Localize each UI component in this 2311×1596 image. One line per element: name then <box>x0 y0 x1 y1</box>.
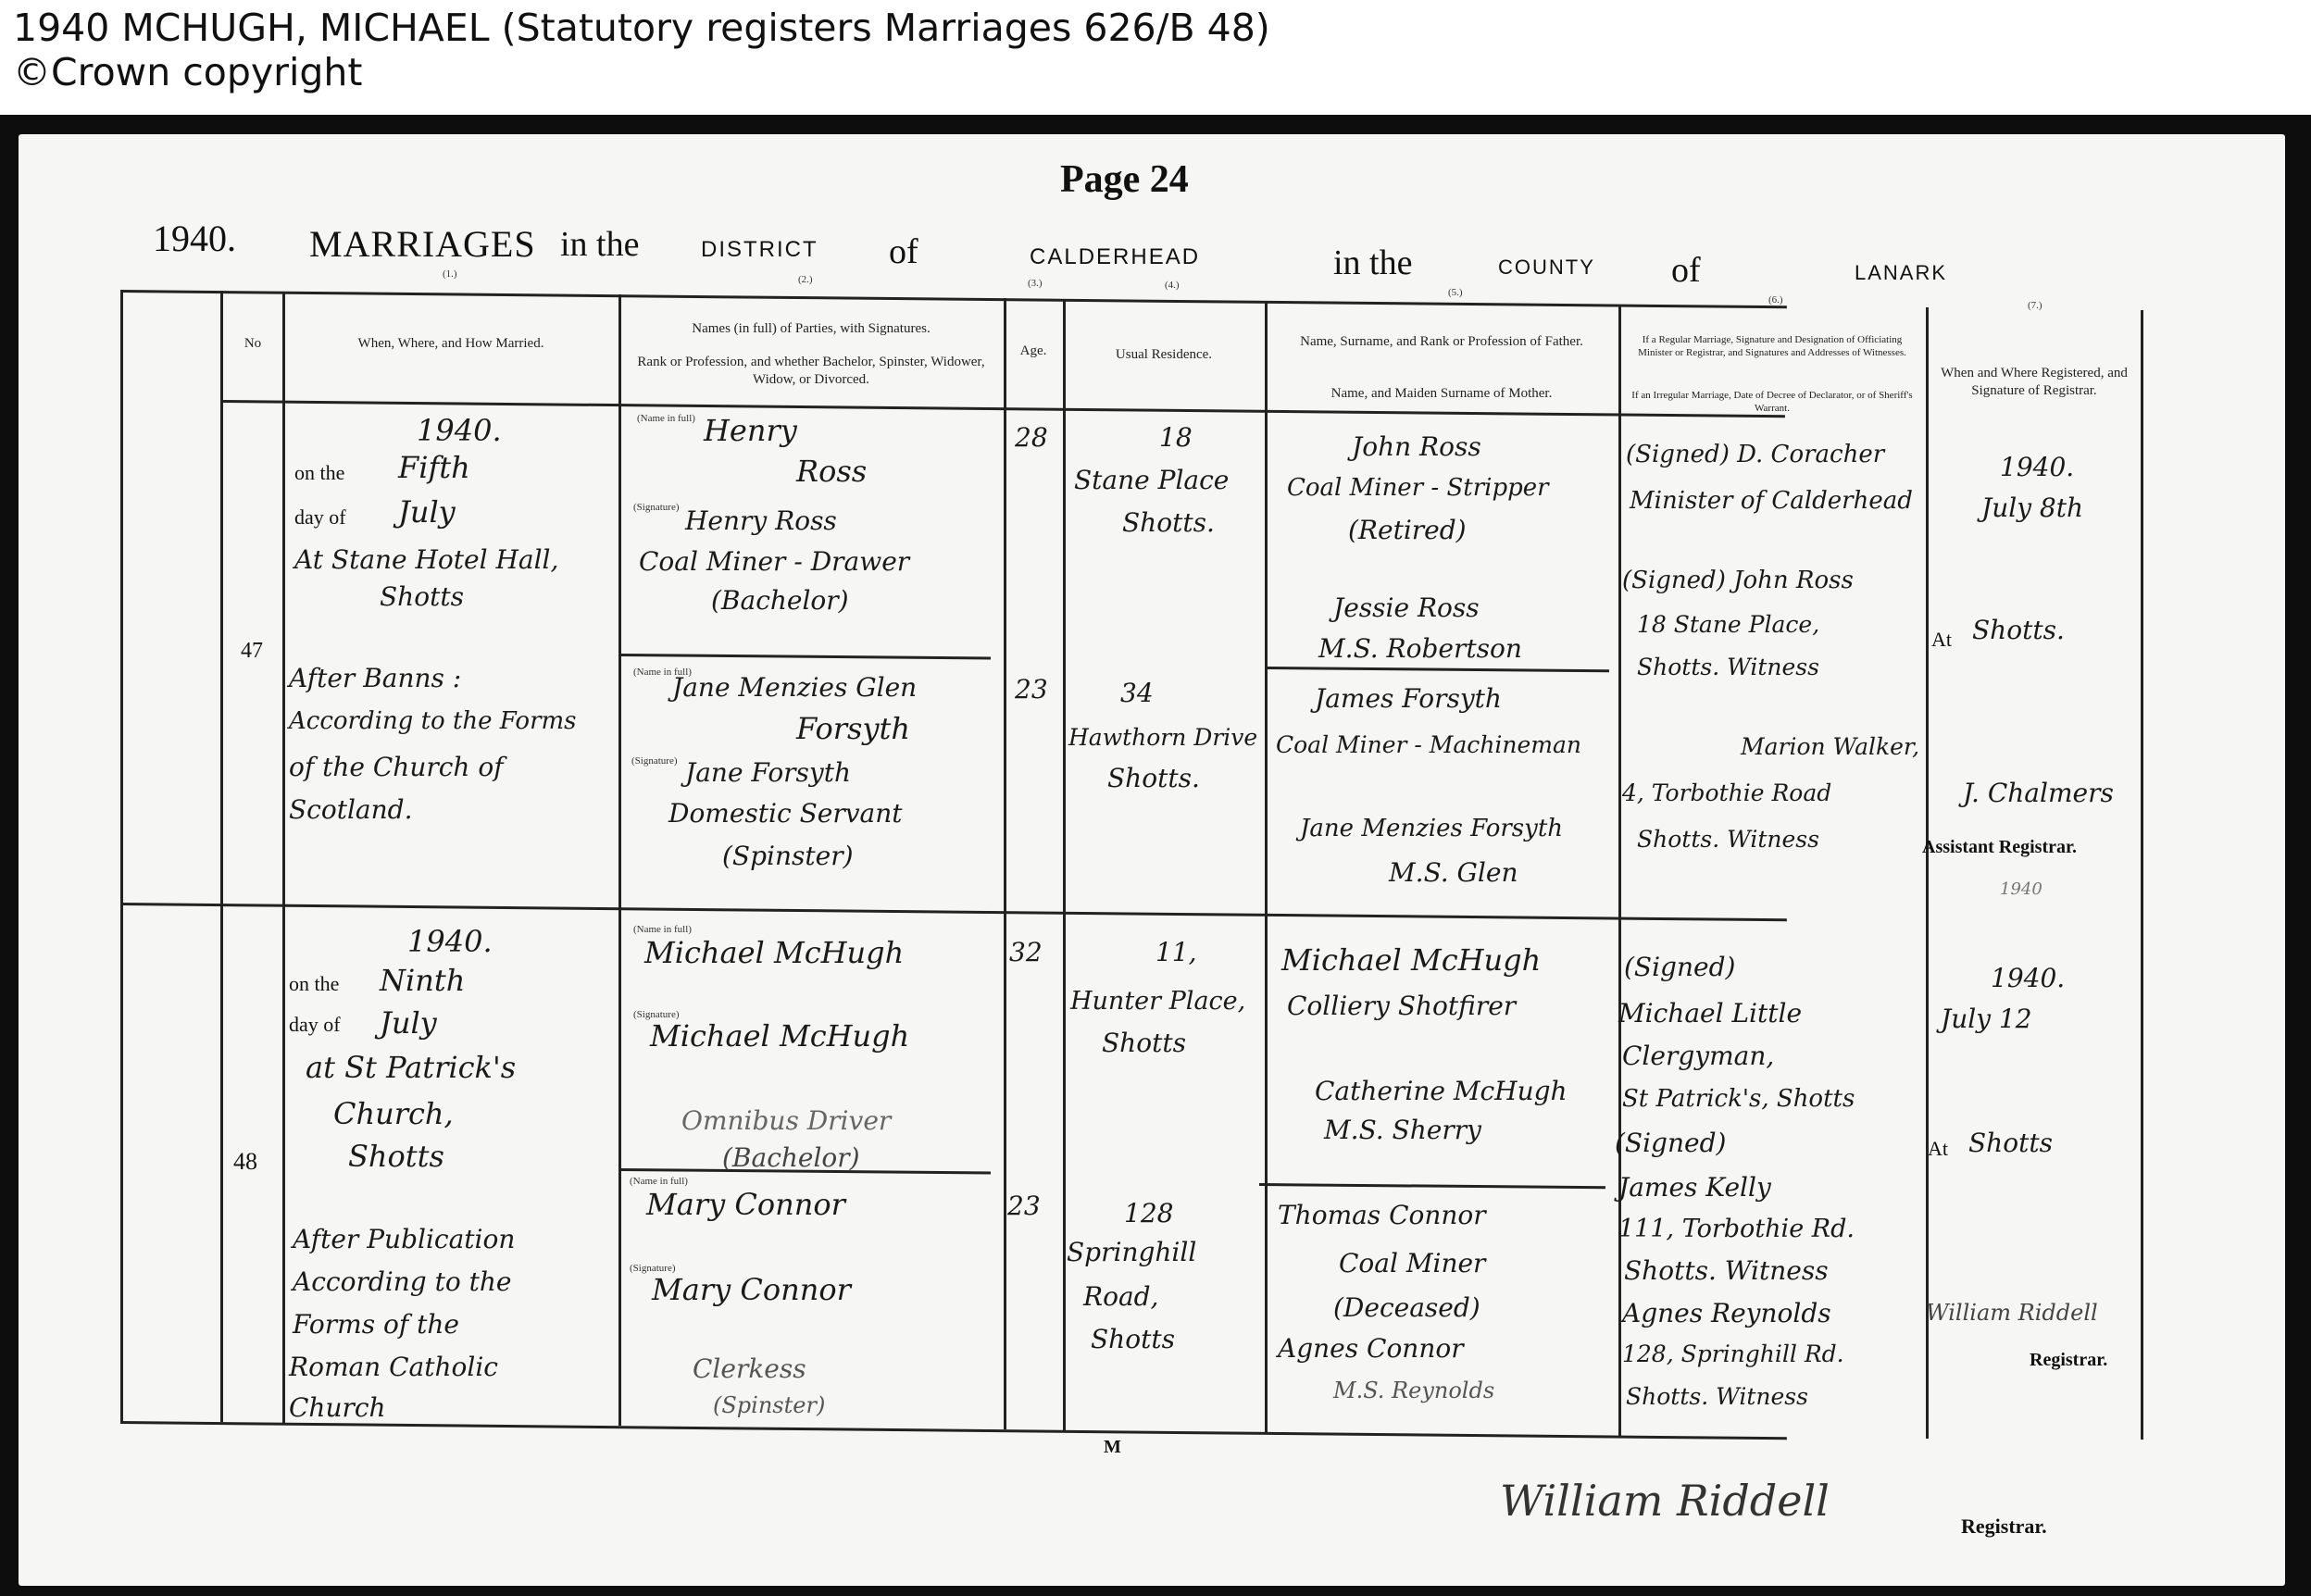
entry-48-at-label: At <box>1928 1137 1948 1160</box>
entry-48-bride-occupation: Clerkess <box>693 1353 806 1384</box>
marriages-heading: MARRIAGES <box>309 223 536 265</box>
entry-47-bride-status: (Spinster) <box>722 841 854 871</box>
entry-48-day-of-label: day of <box>289 1013 341 1036</box>
entry-48-reg-place: Shotts <box>1968 1128 2053 1158</box>
entry-48-how-3: Forms of the <box>293 1309 459 1340</box>
entry-48-groom-occupation: Omnibus Driver <box>681 1105 892 1136</box>
entry-47-minister-1: (Signed) D. Coracher <box>1626 441 1885 468</box>
entry-48-groom-age: 32 <box>1009 937 1043 967</box>
entry-47-year: 1940. <box>417 413 502 448</box>
entry-47-witness1-1: (Signed) John Ross <box>1622 567 1854 594</box>
col-header-age: Age. <box>1019 343 1047 358</box>
entry-47-groom-age: 28 <box>1015 422 1048 453</box>
entry-47-day: Fifth <box>398 450 470 485</box>
col-header-names-bottom: Rank or Profession, and whether Bachelor, Spinster, Widower, Widow, or Divorced. <box>637 355 985 387</box>
record-title: 1940 MCHUGH, MICHAEL (Statutory registers Marriages 626/B 48) <box>13 6 1270 50</box>
in-the-label-1: in the <box>560 225 640 264</box>
entry-48-witness1-3: 111, Torbothie Rd. <box>1618 1215 1855 1243</box>
entry-47-groom-signature: Henry Ross <box>685 505 837 536</box>
col-num-7: (7.) <box>2028 300 2042 311</box>
entry-47-bride-age: 23 <box>1015 674 1048 704</box>
entry-48-witness1-2: James Kelly <box>1618 1172 1771 1203</box>
entry-48-reg-year: 1940. <box>1991 963 2066 993</box>
entry-47-place-2: Shotts <box>380 581 464 612</box>
col-num-2: (2.) <box>798 274 813 285</box>
entry-48-bride-father-name: Thomas Connor <box>1278 1200 1486 1230</box>
of-label-1: of <box>889 232 918 271</box>
entry-47-reg-note: 1940 <box>2000 879 2042 899</box>
table-left-border <box>120 290 123 1421</box>
entry-48-how-1: After Publication <box>293 1224 516 1254</box>
entry-48-no: 48 <box>233 1148 257 1175</box>
col-header-names-top: Names (in full) of Parties, with Signatures. <box>692 321 931 336</box>
entry-47-groom-res-3: Shotts. <box>1122 507 1215 538</box>
entry-48-minister-3: Clergyman, <box>1622 1041 1775 1071</box>
entry-47-bride-res-3: Shotts. <box>1107 763 1200 793</box>
county-label: COUNTY <box>1498 256 1595 279</box>
entry-48-groom-father-occupation: Colliery Shotfirer <box>1287 991 1517 1021</box>
page-label: Page 24 <box>1060 158 1189 201</box>
col-divider-registered <box>1926 307 1929 1439</box>
entry-48-bride-signature: Mary Connor <box>652 1272 851 1307</box>
entry-48-groom-res-1: 11, <box>1156 937 1197 967</box>
of-label-2: of <box>1671 251 1701 290</box>
entry-48-year: 1940. <box>407 924 493 959</box>
col-divider-residence <box>1063 299 1066 1430</box>
entry-48-bride-name-label: (Name in full) <box>630 1176 688 1187</box>
entry-48-minister-1: (Signed) <box>1624 952 1736 982</box>
col-divider-father <box>1265 301 1268 1432</box>
entry-48-witness2-3: Shotts. Witness <box>1626 1383 1808 1410</box>
page-mark: M <box>1104 1437 1121 1457</box>
entry-47-at-label: At <box>1931 628 1952 651</box>
entry-48-groom-status: (Bachelor) <box>722 1142 860 1173</box>
entry-47-groom-mother-maiden: M.S. Robertson <box>1318 633 1522 664</box>
entry-48-groom-signature: Michael McHugh <box>650 1018 910 1054</box>
entry-48-groom-res-2: Hunter Place, <box>1070 987 1246 1016</box>
entry-48-bride-res-3: Road, <box>1083 1281 1159 1312</box>
entry-47-groom-res-2: Stane Place <box>1074 465 1230 495</box>
entry-47-bride-res-1: 34 <box>1120 678 1154 708</box>
entry-47-witness1-3: Shotts. Witness <box>1637 654 1819 680</box>
entry-47-bride-name-2: Forsyth <box>796 711 910 746</box>
entry-47-groom-occupation: Coal Miner - Drawer <box>639 546 910 577</box>
entry-47-minister-2: Minister of Calderhead <box>1630 487 1913 515</box>
entry-47-day-of-label: day of <box>294 505 346 529</box>
entry-47-assistant-registrar-label: Assistant Registrar. <box>1922 837 2078 857</box>
entry-47-groom-signature-label: (Signature) <box>633 502 680 513</box>
entry-47-groom-name-label: (Name in full) <box>637 413 695 424</box>
entry-48-registrar-label: Registrar. <box>2030 1350 2108 1370</box>
entry-48-groom-name-label: (Name in full) <box>633 924 692 935</box>
entry-48-bride-age: 23 <box>1007 1191 1041 1221</box>
col-divider-names <box>618 294 621 1426</box>
col-header-mother: Name, and Maiden Surname of Mother. <box>1330 386 1553 401</box>
entry-47-bride-occupation: Domestic Servant <box>668 798 903 829</box>
entry-47-bride-res-2: Hawthorn Drive <box>1068 724 1258 751</box>
entry-48-witness2-2: 128, Springhill Rd. <box>1622 1340 1844 1367</box>
entry-48-bride-mother-name: Agnes Connor <box>1278 1333 1464 1364</box>
col-num-1: (1.) <box>443 268 457 280</box>
entry-47-groom-father-occupation: Coal Miner - Stripper <box>1287 474 1549 502</box>
entry-48-groom-name: Michael McHugh <box>644 935 905 970</box>
entry-48-reg-date: July 12 <box>1941 1004 2032 1034</box>
entry-47-bride-signature-label: (Signature) <box>631 755 678 767</box>
entry-48-bride-res-2: Springhill <box>1067 1237 1197 1267</box>
entry-47-groom-res-1: 18 <box>1159 422 1193 453</box>
entry-47-witness2-1: Marion Walker, <box>1741 733 1920 760</box>
entry-48-bride-name: Mary Connor <box>646 1187 845 1222</box>
entry-47-groom-name-2: Ross <box>796 454 868 489</box>
entry-48-groom-res-3: Shotts <box>1102 1028 1186 1058</box>
entry-48-bride-status: (Spinster) <box>713 1392 826 1418</box>
entry-47-how-4: Scotland. <box>289 794 413 825</box>
col-num-6: (6.) <box>1768 294 1783 305</box>
entry-47-bride-signature: Jane Forsyth <box>685 757 852 788</box>
col-num-4: (4.) <box>1165 280 1180 291</box>
entry-48-place-2: Church, <box>333 1096 454 1131</box>
entry-47-bride-name-label: (Name in full) <box>633 667 692 678</box>
entry-48-bride-father-status: (Deceased) <box>1333 1292 1480 1323</box>
entry-48-witness1-1: (Signed) <box>1615 1128 1727 1158</box>
col-header-residence: Usual Residence. <box>1115 347 1213 362</box>
entry-48-bride-res-1: 128 <box>1124 1198 1174 1228</box>
col-header-registered: When and Where Registered, and Signature of Registrar. <box>1941 366 2128 398</box>
county-name: LANARK <box>1855 261 1948 284</box>
entry-47-groom-name-1: Henry <box>704 413 797 448</box>
entry-48-minister-4: St Patrick's, Shotts <box>1622 1085 1855 1113</box>
entry-48-bride-signature-label: (Signature) <box>630 1263 676 1274</box>
col-num-3: (3.) <box>1028 278 1043 289</box>
entry-48-day: Ninth <box>380 963 466 998</box>
col-header-no: No <box>244 336 262 351</box>
entry-47-month: July <box>398 494 456 530</box>
entry-48-bride-father-occupation: Coal Miner <box>1339 1248 1486 1278</box>
entry-48-place-3: Shotts <box>348 1139 444 1174</box>
entry-47-no: 47 <box>241 639 263 663</box>
entry-47-bride-mother-maiden: M.S. Glen <box>1389 857 1518 888</box>
entry-48-witness1-4: Shotts. Witness <box>1624 1255 1829 1286</box>
col-divider-no <box>220 291 223 1422</box>
entry-47-how-1: After Banns : <box>289 663 462 693</box>
copyright-notice: ©Crown copyright <box>13 50 363 94</box>
entry-48-groom-mother-maiden: M.S. Sherry <box>1324 1115 1481 1145</box>
entry-47-witness2-2: 4, Torbothie Road <box>1622 779 1832 806</box>
entry-48-groom-mother-name: Catherine McHugh <box>1315 1076 1568 1106</box>
district-name: CALDERHEAD <box>1030 244 1201 269</box>
entry-48-month: July <box>380 1005 437 1041</box>
entry-48-witness2-1: Agnes Reynolds <box>1622 1298 1831 1328</box>
entry-47-how-2: According to the Forms <box>289 707 577 735</box>
col-header-minister-bottom: If an Irregular Marriage, Date of Decree of Declarator, or of Sheriff's Warrant. <box>1631 390 1913 414</box>
entry-47-groom-father-name: John Ross <box>1352 431 1481 462</box>
entry-47-reg-year: 1940. <box>2000 452 2075 482</box>
entry-47-reg-signature: J. Chalmers <box>1963 778 2114 808</box>
col-divider-when <box>282 292 285 1423</box>
entry-48-groom-signature-label: (Signature) <box>633 1009 680 1020</box>
entry-47-witness1-2: 18 Stane Place, <box>1637 611 1820 638</box>
entry-48-reg-signature: William Riddell <box>1926 1300 2098 1326</box>
col-header-when: When, Where, and How Married. <box>357 336 544 351</box>
entry-48-bride-res-4: Shotts <box>1091 1324 1175 1354</box>
entry-47-groom-father-status: (Retired) <box>1348 515 1467 545</box>
district-label: DISTRICT <box>701 237 818 262</box>
registrar-label: Registrar. <box>1961 1515 2047 1538</box>
entry-48-bride-mother-maiden: M.S. Reynolds <box>1333 1378 1495 1403</box>
entry-47-bride-father-occupation: Coal Miner - Machineman <box>1276 731 1582 758</box>
entry-48-how-4: Roman Catholic <box>289 1352 498 1382</box>
entry-48-on-the-label: on the <box>289 972 340 995</box>
entry-48-minister-2: Michael Little <box>1618 998 1803 1029</box>
col-header-minister-top: If a Regular Marriage, Signature and Designation of Officiating Minister or Registrar, and Signatures and Addresses of Witnesses. <box>1638 334 1906 358</box>
entry-47-bride-father-name: James Forsyth <box>1315 683 1502 714</box>
entry-48-how-2: According to the <box>293 1266 512 1297</box>
col-divider-age <box>1004 298 1006 1429</box>
register-year: 1940. <box>153 218 236 259</box>
col-num-5: (5.) <box>1448 287 1463 298</box>
entry-48-how-5: Church <box>289 1392 386 1423</box>
entry-48-groom-father-name: Michael McHugh <box>1281 942 1542 978</box>
in-the-label-2: in the <box>1333 243 1413 282</box>
col-header-father: Name, Surname, and Rank or Profession of Father. <box>1300 334 1583 349</box>
entry-47-bride-mother-name: Jane Menzies Forsyth <box>1300 815 1564 842</box>
entry-47-witness2-3: Shotts. Witness <box>1637 826 1819 853</box>
entry-47-groom-mother-name: Jessie Ross <box>1333 592 1480 623</box>
entry-47-place-1: At Stane Hotel Hall, <box>294 544 559 575</box>
col-divider-minister <box>1618 305 1621 1436</box>
entry-47-reg-place: Shotts. <box>1972 615 2065 645</box>
table-right-border <box>2141 310 2143 1440</box>
entry-47-how-3: of the Church of <box>289 752 504 782</box>
entry-47-groom-status: (Bachelor) <box>711 585 849 616</box>
entry-48-place-1: at St Patrick's <box>306 1050 517 1085</box>
entry-47-bride-name-1: Jane Menzies Glen <box>672 672 918 703</box>
entry-47-on-the-label: on the <box>294 461 345 484</box>
entry-47-reg-date: July 8th <box>1981 493 2084 523</box>
registrar-signature: William Riddell <box>1500 1476 1830 1526</box>
